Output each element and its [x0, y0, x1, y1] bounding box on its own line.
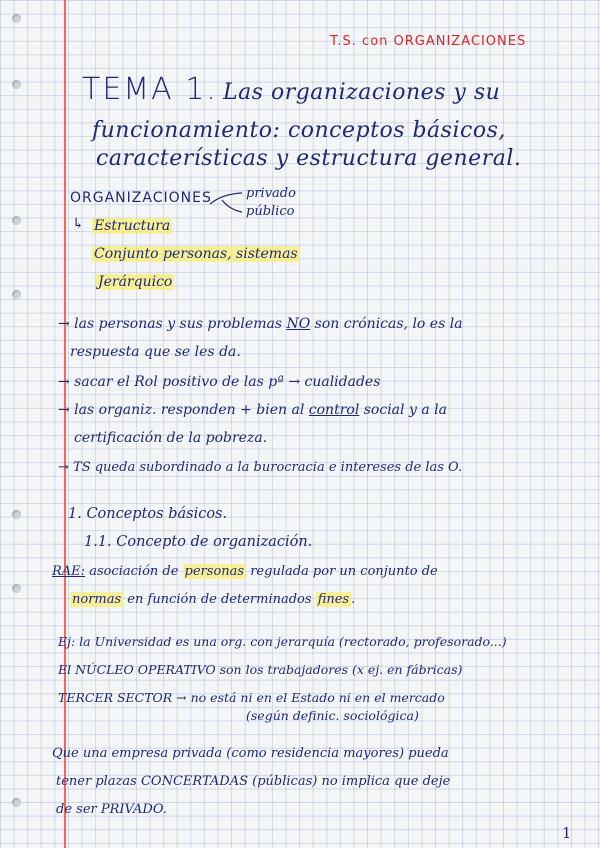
- example-tercer-sector: TERCER SECTOR → no está ni en el Estado ni en el mercado: [58, 690, 445, 705]
- section-1-1-heading: 1.1. Concepto de organización.: [84, 534, 313, 550]
- closing-line-1: Que una empresa privada (como residencia mayores) pueda: [52, 746, 449, 761]
- bullet-2: → sacar el Rol positivo de las pª → cualidades: [58, 374, 381, 390]
- branch-brace: [208, 190, 248, 216]
- closing-line-2: tener plazas CONCERTADAS (públicas) no implica que deje: [56, 774, 451, 789]
- closing-line-3: de ser PRIVADO.: [56, 802, 167, 817]
- binder-hole: [12, 290, 21, 299]
- title-line-3: características y estructura general.: [96, 146, 522, 171]
- page-number: 1: [562, 826, 572, 842]
- title-lead: TEMA 1.: [82, 72, 218, 107]
- page-title: [82, 72, 500, 107]
- organizaciones-heading: ORGANIZACIONES: [70, 190, 212, 206]
- section-1-heading: 1. Conceptos básicos.: [68, 506, 228, 522]
- title-line-1: Las organizaciones y su: [222, 80, 501, 105]
- example-universidad: Ej: la Universidad es una org. con jerarquía (rectorado, profesorado...): [58, 634, 507, 649]
- bullet-1-line-2: respuesta que se les da.: [70, 344, 241, 360]
- binder-hole: [12, 14, 21, 23]
- org-item-jerarquico: Jerárquico: [98, 274, 173, 290]
- bullet-4: → TS queda subordinado a la burocracia e intereses de las O.: [58, 460, 463, 475]
- org-item-conjunto: Conjunto personas, sistemas: [94, 246, 298, 262]
- binder-hole: [12, 510, 21, 519]
- binder-hole: [12, 584, 21, 593]
- bullet-3-line-1: → las organiz. responden + bien al control social y a la: [58, 402, 447, 418]
- example-tercer-sector-note: (según definic. sociológica): [246, 708, 419, 723]
- rae-definition-line-2: normas en función de determinados fines .: [72, 592, 356, 607]
- page-header: T.S. con ORGANIZACIONES: [330, 34, 527, 49]
- bullet-3-line-2: certificación de la pobreza.: [74, 430, 268, 446]
- arrow-icon: ↳: [72, 216, 85, 232]
- example-nucleo-operativo: El NÚCLEO OPERATIVO son los trabajadores (x ej. en fábricas): [58, 662, 463, 677]
- binder-hole: [12, 80, 21, 89]
- binder-hole: [12, 798, 21, 807]
- branch-privado: privado: [246, 186, 296, 201]
- title-line-2: funcionamiento: conceptos básicos,: [92, 118, 506, 143]
- branch-publico: público: [246, 204, 295, 219]
- org-item-estructura: Estructura: [94, 218, 171, 234]
- bullet-1-line-1: → las personas y sus problemas NO son crónicas, lo es la: [58, 316, 463, 332]
- rae-definition-line-1: RAE: asociación de personas regulada por un conjunto de: [52, 564, 438, 579]
- binder-hole: [12, 216, 21, 225]
- margin-line: [64, 0, 66, 848]
